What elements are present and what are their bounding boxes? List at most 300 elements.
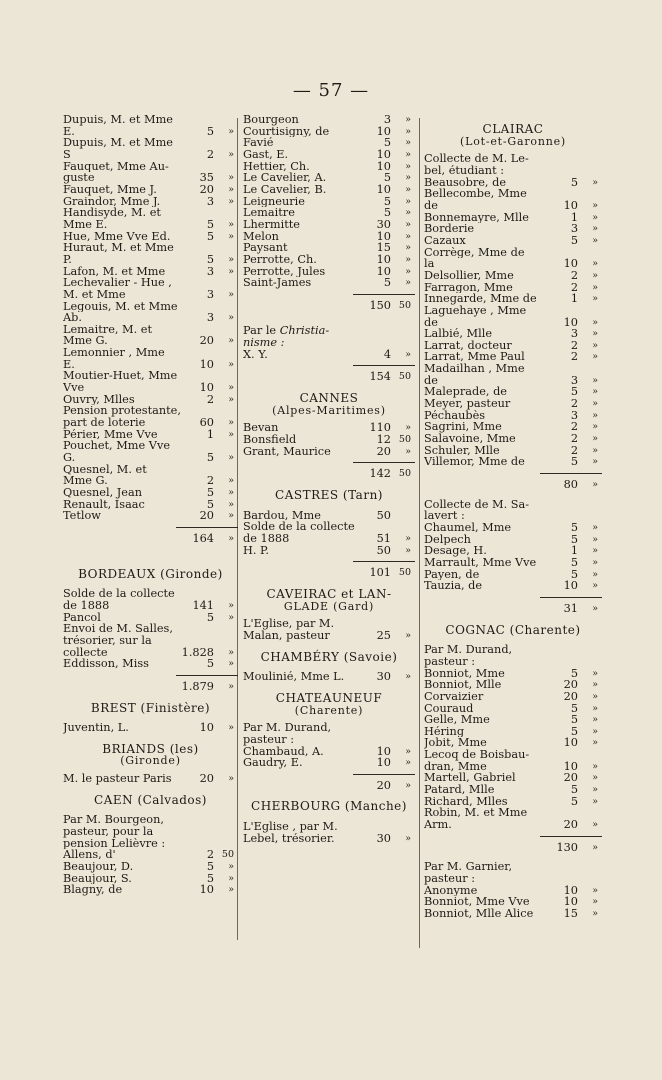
entry-cents: » [592,884,598,896]
entry-name: bel, étudiant : [424,164,505,177]
entry-name: Bonniot, Mlle [424,679,502,691]
entry-name: Eddisson, Miss [63,658,149,670]
entry-line [63,359,238,371]
entry-amount: 3 [206,264,214,278]
subtotal [243,300,415,312]
entry-name: Farragon, Mme [424,281,513,294]
entry-cents: » [592,223,598,235]
section-heading: BORDEAUX (Gironde) [78,566,223,581]
entry-amount: 10 [563,579,578,593]
entry-cents: » [228,172,234,184]
entry-name: part de loterie [63,417,146,429]
entry-name: Maleprade, de [424,386,507,399]
entry-name: Collecte de M. Le- [424,153,529,165]
spacer [63,545,238,559]
entry-amount: 5 [206,451,214,465]
entry-name: Payen, de [424,568,480,581]
entry-amount: 10 [376,744,391,758]
entry-amount: 5 [383,136,391,150]
spacer [63,580,238,588]
subtotal [243,371,415,383]
section-heading: CASTRES (Tarn) [275,488,383,503]
entry-name: Richard, Mlles [424,795,508,808]
entry-amount: 20 [563,689,578,703]
entry-amount: 20 [563,818,578,832]
entry-cents: » [405,148,411,160]
entry-name: Ouvry, Mlles [63,393,135,406]
entry-amount: 10 [376,756,391,770]
entry-line [63,487,238,499]
section-heading: CHATEAUNEUF [275,690,383,705]
entry-name: Chambaud, A. [243,745,324,758]
entry-name: Melon [243,230,279,243]
entry-cents: » [228,773,234,785]
entry-name: Dupuis, M. et Mme [63,137,173,149]
entry-amount: 5 [570,794,578,808]
entry-line [243,277,415,289]
entry-name: Bonniot, Mme [424,667,505,680]
subtotal-cents: 50 [398,299,411,311]
entry-line [63,612,238,624]
section-heading: CANNES [299,391,359,406]
subtotal-cents: » [592,479,598,491]
entry-name: Schuler, Mlle [424,444,500,457]
entry-cents: » [405,114,411,125]
entry-cents: » [228,253,234,265]
entry-line [424,177,602,189]
entry-name: Perrotte, Ch. [243,253,317,266]
entry-line [63,382,238,394]
entry-amount: 5 [383,276,391,290]
entry-name: Bonsfield [243,434,297,446]
entry-cents: » [405,445,411,457]
entry-name: Chaumel, Mme [424,521,512,534]
entry-cents: » [228,452,234,464]
entry-amount: 5 [206,217,214,231]
spacer [424,491,602,499]
section-subheading: (Lot-et-Garonne) [460,134,566,148]
entry-cents: » [592,521,598,533]
subtotal-amount: 154 [369,370,391,384]
entry-name: de 1888 [243,532,290,545]
entry-line [63,773,238,785]
entry-name: Vve [63,382,85,394]
entry-cents: » [592,444,598,456]
entry-name: Envoi de M. Salles, [63,623,173,635]
entry-amount: 141 [192,598,214,612]
entry-name: Solde de la collecte [63,588,175,600]
entry-cents: » [592,714,598,726]
entry-name: Bourgeon [243,114,299,126]
entry-name: Lemaitre, M. et [63,323,153,336]
entry-line [243,545,415,557]
entry-amount: 10 [199,357,214,371]
entry-amount: 2 [570,338,578,352]
entry-name: Moutier-Huet, Mme [63,370,178,383]
entry-line [424,235,602,247]
entry-cents: 50 [398,434,411,446]
entry-cents: » [592,667,598,679]
total-rule [353,774,415,775]
subtotal-cents: » [405,779,411,791]
entry-name: Renault, Isaac [63,498,145,511]
entry-name: Graindor, Mme J. [63,195,161,208]
entry-line [424,456,602,468]
entry-name: P. [63,253,72,266]
entry-amount: 3 [206,311,214,325]
entry-cents: » [228,646,234,658]
entry-name: Lemaitre [243,207,295,219]
entry-cents: » [405,422,411,434]
spacer [243,813,415,821]
entry-amount: 3 [570,327,578,341]
entry-line [424,153,602,165]
entry-name: Lebel, trésorier. [243,832,335,845]
entry-name: Quesnel, M. et [63,463,147,476]
entry-name: Héring [424,725,465,738]
entry-line [63,149,238,161]
entry-text [424,873,602,885]
subtotal-cents: » [592,602,598,614]
entry-line [424,908,602,920]
entry-line [243,349,415,361]
subtotal-amount: 164 [192,531,214,545]
entry-name: Delpech [424,533,471,546]
entry-name: X. Y. [243,348,268,361]
entry-cents: » [228,475,234,487]
entry-amount: 5 [570,567,578,581]
entry-cents: » [592,234,598,246]
entry-amount: 3 [383,113,391,126]
entry-name: Villemor, Mme de [424,456,525,469]
entry-line [63,266,238,278]
total-rule [176,527,238,528]
entry-name: pasteur : [424,655,476,668]
entry-cents: » [228,599,234,611]
entry-text [424,305,602,317]
entry-amount: 2 [206,147,214,161]
entry-amount: 5 [570,233,578,247]
entry-amount: 5 [206,497,214,511]
entry-name: collecte [63,646,108,659]
entry-cents: » [405,544,411,556]
entry-line [424,819,602,831]
total-rule [176,675,238,676]
entry-amount: 5 [570,175,578,189]
entry-amount: 3 [206,194,214,208]
entry-amount: 20 [199,182,214,196]
entry-name: trésorier, sur la [63,634,152,647]
entry-amount: 3 [206,287,214,301]
entry-line [63,600,238,612]
entry-name: Périer, Mme Vve [63,428,158,441]
subtotal-amount: 150 [369,298,391,312]
subtotal-cents: 50 [398,371,411,383]
entry-line [63,429,238,441]
subtotal [424,842,602,854]
entry-name: Quesnel, Jean [63,487,143,499]
entry-amount: 30 [376,831,391,845]
entry-name: Bonnemayre, Mlle [424,211,529,224]
entry-name: Favié [243,137,274,149]
entry-line [243,510,415,522]
section-heading: CLAIRAC [482,122,544,136]
entry-amount: 5 [570,385,578,399]
entry-name: Corrège, Mme de [424,246,525,259]
subtotal-amount: 142 [369,467,391,481]
entry-line [243,533,415,545]
section-subheading: (Charente) [294,703,364,717]
entry-line [243,671,415,683]
entry-amount: 10 [376,159,391,173]
entry-cents: » [405,230,411,242]
column-middle [243,114,415,844]
entry-amount: 10 [563,315,578,329]
section-heading: BREST (Finistère) [90,700,211,715]
entry-name: Desage, H. [424,545,487,557]
section-subheading: (Alpes-Maritimes) [272,403,386,417]
entry-line [424,165,602,177]
entry-amount: 2 [570,350,578,364]
entry-line [63,635,238,647]
entry-cents: » [592,737,598,749]
entry-name: L'Eglise , par M. [243,821,338,833]
entry-name: Par M. Bourgeon, [63,814,164,827]
entry-cents: » [592,545,598,557]
entry-cents: » [405,207,411,219]
entry-cents: » [592,176,598,188]
entry-amount: 50 [376,508,391,522]
entry-line [243,722,415,734]
entry-cents: » [405,671,411,683]
entry-amount: 5 [570,455,578,469]
entry-line [243,757,415,769]
entry-cents: » [592,339,598,351]
entry-name: pension Lelièvre : [63,837,166,850]
entry-name: Lhermitte [243,218,300,231]
entry-cents: » [228,417,234,429]
entry-amount: 20 [563,771,578,785]
entry-name: dran, Mme [424,760,487,773]
entry-cents: » [228,393,234,405]
entry-name: Beausobre, de [424,176,507,189]
entry-name: Grant, Maurice [243,445,331,458]
entry-cents: » [592,772,598,784]
entry-amount: 5 [383,194,391,208]
entry-line [243,219,415,231]
entry-amount: 20 [199,772,214,786]
column-divider [419,118,420,948]
entry-text [243,734,415,746]
entry-cents: » [592,896,598,908]
entry-cents: » [228,125,234,137]
entry-amount: 10 [376,124,391,138]
entry-cents: » [592,293,598,305]
entry-name: Saint-James [243,277,312,289]
entry-amount: 10 [199,883,214,897]
entry-cents: » [592,409,598,421]
entry-name: Lafon, M. et Mme [63,265,166,278]
entry-amount: 1.828 [181,645,214,659]
entry-amount: 60 [199,416,214,430]
entry-line [424,784,602,796]
entry-line [63,289,238,301]
entry-name: Lemonnier , Mme [63,347,165,359]
entry-name: Beaujour, S. [63,872,132,885]
entry-name: la [424,258,435,270]
entry-text [243,722,415,734]
entry-amount: 5 [570,724,578,738]
total-rule [353,365,415,366]
entry-line [424,499,602,511]
entry-amount: 5 [570,520,578,534]
entry-amount: 20 [563,678,578,692]
entry-amount: 5 [570,713,578,727]
entry-amount: 5 [206,486,214,499]
subtotal-amount: 101 [369,566,391,580]
entry-text [424,165,602,177]
subtotal-cents: » [228,532,234,544]
entry-amount: 5 [383,171,391,185]
entry-line [63,196,238,208]
entry-amount: 5 [206,610,214,624]
entry-name: Tetlow [63,510,101,522]
entry-amount: 5 [206,252,214,266]
entry-amount: 20 [199,509,214,523]
entry-line [63,219,238,231]
entry-cents: » [592,784,598,796]
entry-line [243,325,415,337]
entry-cents: » [228,183,234,195]
subtotal [63,533,238,545]
subtotal-amount: 20 [376,778,391,792]
subtotal-cents: 50 [398,567,411,579]
entry-amount: 10 [376,229,391,243]
entry-name: Huraut, M. et Mme [63,242,174,254]
entry-cents: » [592,702,598,714]
entry-name: Le Cavelier, A. [243,172,327,184]
entry-amount: 5 [206,657,214,671]
entry-name: Dupuis, M. et Mme [63,114,173,126]
entry-amount: 5 [570,783,578,797]
entry-cents: » [592,690,598,702]
entry-line [424,522,602,534]
entry-amount: 4 [383,347,391,361]
entry-cents: » [228,487,234,498]
entry-name: Moulinié, Mme L. [243,671,345,683]
entry-name: Péchaubès [424,409,486,422]
entry-name: Pension protestante, [63,405,181,418]
entry-cents: » [228,265,234,277]
entry-name: Bellecombe, Mme [424,188,527,200]
entry-name: Sagrini, Mme [424,421,502,434]
entry-name: de [424,374,438,387]
entry-amount: 10 [563,883,578,897]
entry-line [63,184,238,196]
entry-cents: » [592,433,598,445]
entry-cents: » [228,861,234,873]
entry-cents: » [592,258,598,270]
entry-cents: » [228,428,234,440]
entry-name: Arm. [424,819,452,831]
entry-name: Mme G. [63,475,108,487]
entry-amount: 1 [206,427,214,441]
entry-name: Courtisigny, de [243,125,330,138]
entry-name: Solde de la collecte [243,521,355,533]
spacer [424,853,602,861]
entry-line [424,644,602,656]
entry-cents: » [592,760,598,772]
entry-amount: 10 [376,182,391,196]
entry-cents: » [592,328,598,340]
entry-amount: 10 [376,264,391,278]
total-rule [353,294,415,295]
entry-amount: 1 [570,210,578,224]
entry-name: Laguehaye , Mme [424,304,527,317]
subtotal-cents: » [228,680,234,692]
entry-name: E. [63,125,75,138]
entry-name: pasteur, pour la [63,826,154,838]
entry-name: Gast, E. [243,148,289,161]
entry-text [424,644,602,656]
entry-amount: 15 [563,906,578,920]
entry-cents: » [405,757,411,769]
entry-amount: 20 [199,334,214,348]
entry-cents: » [405,172,411,184]
entry-cents: » [228,230,234,242]
section-subheading: (Gironde) [120,754,181,768]
entry-cents: » [592,556,598,568]
entry-amount: 2 [206,474,214,488]
entry-cents: » [228,510,234,522]
entry-amount: 20 [376,444,391,458]
entry-name: de [424,199,438,212]
subtotal-amount: 80 [563,478,578,492]
entry-name: Mme E. [63,218,108,231]
entry-cents: » [405,125,411,137]
entry-cents: » [592,421,598,433]
entry-text [424,861,602,873]
entry-name: Anonyme [424,884,478,897]
entry-name: Beaujour, D. [63,861,134,873]
entry-name: Paysant [243,242,288,254]
entry-amount: 2 [206,848,214,862]
entry-name: Pancol [63,611,101,624]
entry-cents: » [405,532,411,544]
entry-name: Larrat, Mme Paul [424,351,525,364]
entry-amount: 3 [570,408,578,422]
entry-amount: 5 [570,666,578,680]
entry-cents: » [592,269,598,281]
entry-name: Pouchet, Mme Vve [63,440,171,453]
entry-cents: » [228,658,234,670]
entry-name: Bardou, Mme [243,509,321,522]
entry-name: lavert : [424,510,465,522]
entry-name: M. et Mme [63,288,126,301]
entry-line [63,722,238,734]
entry-line [424,293,602,305]
entry-name: Meyer, pasteur [424,398,511,410]
entry-cents: 50 [221,849,234,861]
entry-name: Bonniot, Mlle Alice [424,907,534,920]
entry-line [424,270,602,282]
entry-name: Blagny, de [63,884,123,897]
entry-amount: 10 [199,721,214,735]
entry-cents: » [592,568,598,580]
entry-amount: 15 [376,241,391,255]
entry-name: Lalbié, Mlle [424,328,493,340]
entry-line [63,658,238,670]
